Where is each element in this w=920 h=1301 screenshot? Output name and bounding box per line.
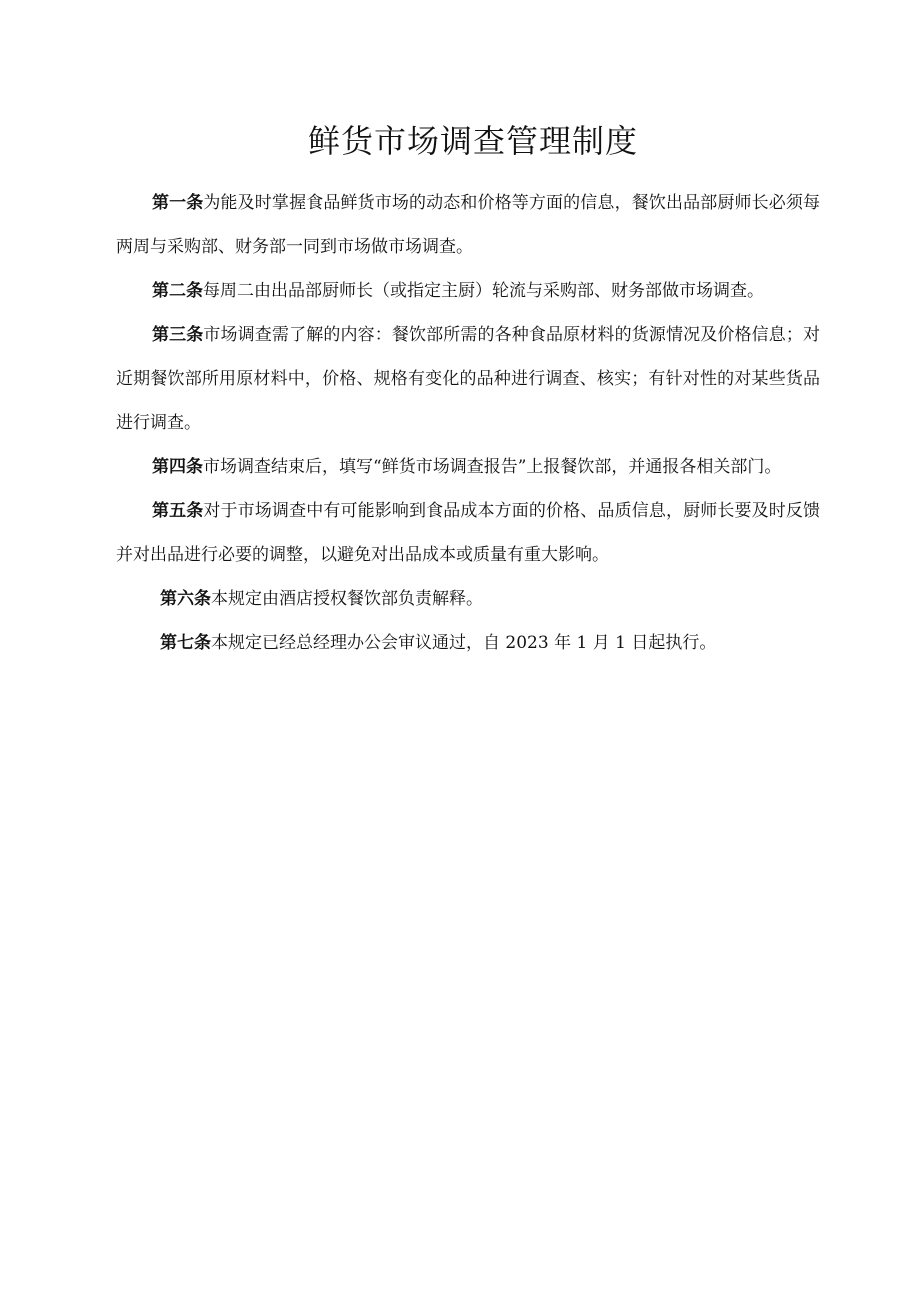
article-3-text: 市场调查需了解的内容：餐饮部所需的各种食品原材料的货源情况及价格信息；对近期餐饮部所用原材料中，价格、规格有变化的品种进行调查、核实；有针对性的对某些货品进行调查。: [116, 325, 821, 434]
article-3: [116, 313, 820, 445]
article-1: [116, 181, 820, 269]
article-2-label: 第二条: [152, 281, 203, 302]
article-2-text: 每周二由出品部厨师长（或指定主厨）轮流与采购部、财务部做市场调查。: [203, 281, 764, 302]
document-title: 鲜货市场调查管理制度: [307, 122, 638, 160]
article-6: [116, 577, 820, 621]
article-3-label: 第三条: [152, 325, 204, 346]
article-4: [116, 445, 820, 489]
article-7-text: 本规定已经总经理办公会审议通过，自 2023 年 1 月 1 日起执行。: [211, 633, 717, 654]
article-1-text: 为能及时掌握食品鲜货市场的动态和价格等方面的信息，餐饮出品部厨师长必须每两周与采购部、财务部一同到市场做市场调查。: [116, 193, 821, 258]
article-1-label: 第一条: [152, 193, 204, 214]
article-4-text: 市场调查结束后，填写“鲜货市场调查报告”上报餐饮部，并通报各相关部门。: [203, 457, 782, 478]
article-7-label: 第七条: [160, 633, 211, 654]
article-2: [116, 269, 820, 313]
article-5: [116, 489, 820, 577]
article-4-label: 第四条: [152, 457, 203, 478]
article-5-text: 对于市场调查中有可能影响到食品成本方面的价格、品质信息，厨师长要及时反馈并对出品进行必要的调整，以避免对出品成本或质量有重大影响。: [116, 501, 821, 566]
article-6-text: 本规定由酒店授权餐饮部负责解释。: [211, 589, 483, 610]
article-5-label: 第五条: [152, 501, 204, 522]
article-7: [116, 621, 820, 665]
article-6-label: 第六条: [160, 589, 211, 610]
